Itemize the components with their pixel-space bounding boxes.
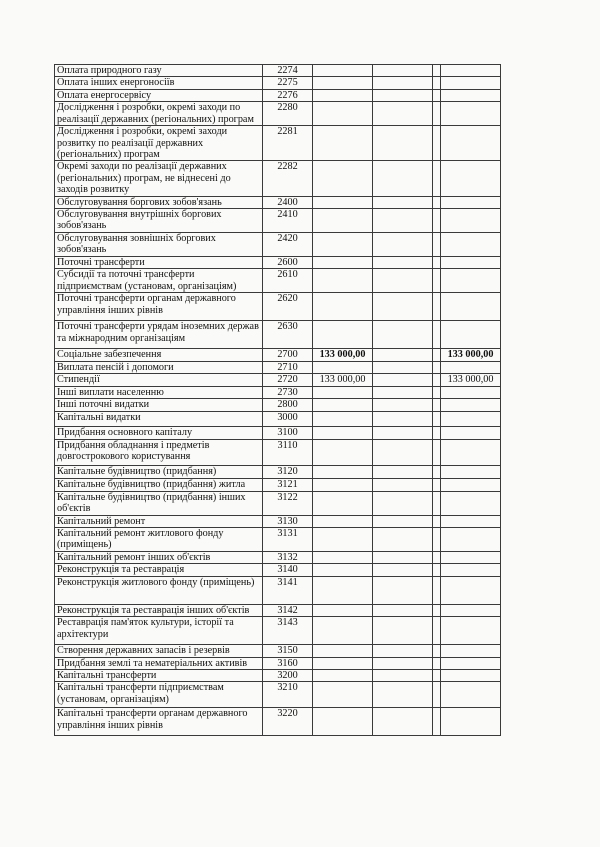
row-amount-cell [313, 399, 373, 411]
row-code-cell: 2720 [263, 374, 313, 386]
row-name-cell: Окремі заходи по реалізації державних (регіональних) програм, не віднесені до заходів розвитку [55, 161, 263, 196]
table-row [55, 233, 501, 257]
row-amount-cell [441, 102, 501, 126]
table-row [55, 257, 501, 269]
row-spacer-cell [433, 89, 441, 101]
row-amount-cell [313, 604, 373, 616]
row-amount-cell [441, 196, 501, 208]
row-spacer-cell [433, 257, 441, 269]
row-amount-cell [313, 77, 373, 89]
row-amount-cell [313, 269, 373, 293]
table-row [55, 102, 501, 126]
row-code-cell: 2276 [263, 89, 313, 101]
row-name-cell: Інші поточні видатки [55, 399, 263, 411]
row-amount-cell [313, 233, 373, 257]
row-amount-cell [373, 478, 433, 491]
row-name-cell: Оплата природного газу [55, 65, 263, 77]
row-amount-cell [441, 77, 501, 89]
table-row [55, 527, 501, 551]
table-row [55, 386, 501, 398]
row-amount-cell [313, 576, 373, 604]
row-spacer-cell [433, 527, 441, 551]
row-code-cell: 3000 [263, 411, 313, 426]
row-spacer-cell [433, 669, 441, 681]
table-row [55, 126, 501, 161]
row-amount-cell [373, 439, 433, 465]
row-code-cell: 3131 [263, 527, 313, 551]
row-name-cell: Капітальне будівництво (придбання) інших об'єктів [55, 491, 263, 515]
row-amount-cell [313, 196, 373, 208]
row-amount-cell [313, 257, 373, 269]
row-amount-cell [373, 682, 433, 708]
table-row [55, 209, 501, 233]
row-name-cell: Соціальне забезпечення [55, 349, 263, 361]
row-amount-cell [313, 657, 373, 669]
row-amount-cell [313, 65, 373, 77]
row-spacer-cell [433, 126, 441, 161]
row-amount-cell [441, 645, 501, 657]
row-amount-cell [373, 233, 433, 257]
row-amount-cell [373, 65, 433, 77]
row-amount-cell [373, 564, 433, 576]
row-amount-cell [373, 576, 433, 604]
row-spacer-cell [433, 269, 441, 293]
table-row [55, 89, 501, 101]
row-amount-cell [441, 551, 501, 563]
row-code-cell: 2710 [263, 361, 313, 373]
row-name-cell: Реконструкція житлового фонду (приміщень) [55, 576, 263, 604]
row-spacer-cell [433, 426, 441, 439]
table-row [55, 576, 501, 604]
row-amount-cell [441, 161, 501, 196]
row-amount-cell [313, 645, 373, 657]
row-amount-cell: 133 000,00 [441, 349, 501, 361]
row-amount-cell: 133 000,00 [313, 349, 373, 361]
row-code-cell: 3200 [263, 669, 313, 681]
row-name-cell: Капітальний ремонт житлового фонду (приміщень) [55, 527, 263, 551]
row-amount-cell [313, 617, 373, 645]
row-amount-cell [313, 386, 373, 398]
row-name-cell: Капітальні трансферти органам державного управління інших рівнів [55, 708, 263, 736]
row-amount-cell [441, 657, 501, 669]
row-code-cell: 2730 [263, 386, 313, 398]
row-amount-cell [441, 478, 501, 491]
row-name-cell: Капітальне будівництво (придбання) житла [55, 478, 263, 491]
row-amount-cell [373, 269, 433, 293]
table-row [55, 657, 501, 669]
row-amount-cell [373, 527, 433, 551]
row-amount-cell [313, 564, 373, 576]
table-row [55, 411, 501, 426]
row-name-cell: Обслуговування внутрішніх боргових зобов'язань [55, 209, 263, 233]
row-spacer-cell [433, 564, 441, 576]
row-amount-cell [373, 126, 433, 161]
row-spacer-cell [433, 604, 441, 616]
row-name-cell: Капітальний ремонт [55, 515, 263, 527]
row-amount-cell [441, 576, 501, 604]
table-row [55, 439, 501, 465]
row-code-cell: 2400 [263, 196, 313, 208]
row-amount-cell [313, 361, 373, 373]
row-name-cell: Придбання обладнання і предметів довгострокового користування [55, 439, 263, 465]
row-amount-cell [313, 491, 373, 515]
table-row [55, 604, 501, 616]
row-code-cell: 3160 [263, 657, 313, 669]
row-amount-cell [441, 399, 501, 411]
row-spacer-cell [433, 209, 441, 233]
table-row [55, 196, 501, 208]
row-name-cell: Виплата пенсій і допомоги [55, 361, 263, 373]
row-amount-cell [373, 491, 433, 515]
row-amount-cell [313, 465, 373, 478]
row-code-cell: 2281 [263, 126, 313, 161]
row-code-cell: 3140 [263, 564, 313, 576]
row-amount-cell [373, 399, 433, 411]
row-amount-cell [313, 293, 373, 321]
row-amount-cell [313, 551, 373, 563]
expense-table-body [55, 65, 501, 736]
row-amount-cell: 133 000,00 [441, 374, 501, 386]
row-amount-cell [373, 386, 433, 398]
row-name-cell: Створення державних запасів і резервів [55, 645, 263, 657]
row-amount-cell [373, 617, 433, 645]
row-spacer-cell [433, 77, 441, 89]
row-amount-cell [441, 126, 501, 161]
row-amount-cell [313, 515, 373, 527]
row-spacer-cell [433, 399, 441, 411]
table-row [55, 361, 501, 373]
row-spacer-cell [433, 374, 441, 386]
row-code-cell: 3100 [263, 426, 313, 439]
row-amount-cell [373, 411, 433, 426]
table-row [55, 293, 501, 321]
row-amount-cell [441, 65, 501, 77]
row-name-cell: Реконструкція та реставрація інших об'єктів [55, 604, 263, 616]
table-row [55, 551, 501, 563]
table-row [55, 399, 501, 411]
row-amount-cell [313, 411, 373, 426]
row-amount-cell [373, 321, 433, 349]
row-spacer-cell [433, 682, 441, 708]
row-amount-cell [441, 617, 501, 645]
table-row [55, 515, 501, 527]
row-name-cell: Капітальні трансферти [55, 669, 263, 681]
row-name-cell: Дослідження і розробки, окремі заходи по реалізації державних (регіональних) програм [55, 102, 263, 126]
row-amount-cell [313, 321, 373, 349]
row-code-cell: 3122 [263, 491, 313, 515]
row-amount-cell [373, 374, 433, 386]
table-row [55, 161, 501, 196]
row-code-cell: 2274 [263, 65, 313, 77]
row-amount-cell [313, 426, 373, 439]
table-row [55, 491, 501, 515]
row-code-cell: 2420 [263, 233, 313, 257]
table-row [55, 374, 501, 386]
row-name-cell: Реконструкція та реставрація [55, 564, 263, 576]
row-amount-cell [313, 89, 373, 101]
row-amount-cell [373, 669, 433, 681]
table-row [55, 426, 501, 439]
row-name-cell: Субсидії та поточні трансферти підприємствам (установам, організаціям) [55, 269, 263, 293]
row-amount-cell [441, 269, 501, 293]
row-amount-cell [441, 386, 501, 398]
row-spacer-cell [433, 196, 441, 208]
row-name-cell: Оплата енергосервісу [55, 89, 263, 101]
row-amount-cell [373, 293, 433, 321]
row-code-cell: 3210 [263, 682, 313, 708]
row-amount-cell [441, 604, 501, 616]
row-spacer-cell [433, 465, 441, 478]
row-code-cell: 2700 [263, 349, 313, 361]
row-amount-cell [441, 209, 501, 233]
row-spacer-cell [433, 361, 441, 373]
row-amount-cell [441, 564, 501, 576]
row-amount-cell [441, 527, 501, 551]
row-name-cell: Капітальне будівництво (придбання) [55, 465, 263, 478]
row-name-cell: Дослідження і розробки, окремі заходи розвитку по реалізації державних (регіональних) програм [55, 126, 263, 161]
row-amount-cell [373, 515, 433, 527]
row-amount-cell [373, 361, 433, 373]
row-spacer-cell [433, 161, 441, 196]
row-amount-cell [441, 233, 501, 257]
table-row [55, 77, 501, 89]
row-amount-cell [441, 321, 501, 349]
table-row [55, 682, 501, 708]
row-name-cell: Капітальні трансферти підприємствам (установам, організаціям) [55, 682, 263, 708]
row-amount-cell [373, 465, 433, 478]
row-amount-cell [373, 349, 433, 361]
table-row [55, 349, 501, 361]
row-code-cell: 2800 [263, 399, 313, 411]
row-amount-cell [441, 89, 501, 101]
row-name-cell: Придбання землі та нематеріальних активів [55, 657, 263, 669]
row-code-cell: 2410 [263, 209, 313, 233]
row-amount-cell [441, 361, 501, 373]
row-amount-cell [373, 209, 433, 233]
row-amount-cell [313, 126, 373, 161]
row-code-cell: 3142 [263, 604, 313, 616]
row-amount-cell [373, 551, 433, 563]
row-spacer-cell [433, 439, 441, 465]
row-amount-cell [373, 257, 433, 269]
row-amount-cell [313, 209, 373, 233]
row-amount-cell [313, 682, 373, 708]
row-amount-cell [373, 77, 433, 89]
row-code-cell: 2275 [263, 77, 313, 89]
row-spacer-cell [433, 293, 441, 321]
row-code-cell: 2282 [263, 161, 313, 196]
row-amount-cell [441, 708, 501, 736]
row-amount-cell [441, 426, 501, 439]
row-name-cell: Поточні трансферти [55, 257, 263, 269]
row-amount-cell [441, 439, 501, 465]
row-spacer-cell [433, 491, 441, 515]
row-name-cell: Обслуговування боргових зобов'язань [55, 196, 263, 208]
row-amount-cell [441, 491, 501, 515]
table-row [55, 564, 501, 576]
row-amount-cell [441, 515, 501, 527]
row-code-cell: 2620 [263, 293, 313, 321]
row-amount-cell [313, 478, 373, 491]
row-spacer-cell [433, 478, 441, 491]
table-row [55, 617, 501, 645]
row-amount-cell [441, 682, 501, 708]
row-name-cell: Капітальні видатки [55, 411, 263, 426]
table-row [55, 669, 501, 681]
row-amount-cell [313, 439, 373, 465]
row-name-cell: Поточні трансферти урядам іноземних держав та міжнародним організаціям [55, 321, 263, 349]
row-code-cell: 2610 [263, 269, 313, 293]
row-name-cell: Капітальний ремонт інших об'єктів [55, 551, 263, 563]
row-code-cell: 3120 [263, 465, 313, 478]
row-spacer-cell [433, 576, 441, 604]
row-code-cell: 2630 [263, 321, 313, 349]
row-spacer-cell [433, 708, 441, 736]
row-code-cell: 3121 [263, 478, 313, 491]
row-name-cell: Обслуговування зовнішніх боргових зобов'язань [55, 233, 263, 257]
row-amount-cell [373, 645, 433, 657]
table-row [55, 269, 501, 293]
row-amount-cell [313, 708, 373, 736]
row-spacer-cell [433, 645, 441, 657]
row-code-cell: 3143 [263, 617, 313, 645]
row-spacer-cell [433, 657, 441, 669]
row-name-cell: Реставрація пам'яток культури, історії та архітектури [55, 617, 263, 645]
table-row [55, 478, 501, 491]
row-amount-cell [313, 102, 373, 126]
row-spacer-cell [433, 617, 441, 645]
row-name-cell: Оплата інших енергоносіїв [55, 77, 263, 89]
row-spacer-cell [433, 65, 441, 77]
row-spacer-cell [433, 102, 441, 126]
expense-table [54, 64, 501, 736]
row-amount-cell [373, 708, 433, 736]
row-code-cell: 3220 [263, 708, 313, 736]
row-code-cell: 3132 [263, 551, 313, 563]
row-amount-cell [313, 669, 373, 681]
row-amount-cell [373, 657, 433, 669]
row-amount-cell [313, 527, 373, 551]
row-amount-cell [441, 465, 501, 478]
row-spacer-cell [433, 349, 441, 361]
row-name-cell: Стипендії [55, 374, 263, 386]
table-row [55, 645, 501, 657]
row-spacer-cell [433, 321, 441, 349]
row-code-cell: 3141 [263, 576, 313, 604]
row-amount-cell [441, 293, 501, 321]
row-spacer-cell [433, 551, 441, 563]
table-row [55, 708, 501, 736]
row-amount-cell [373, 196, 433, 208]
row-amount-cell [373, 604, 433, 616]
row-amount-cell [373, 161, 433, 196]
table-row [55, 465, 501, 478]
row-code-cell: 3110 [263, 439, 313, 465]
row-name-cell: Поточні трансферти органам державного управління інших рівнів [55, 293, 263, 321]
table-row [55, 321, 501, 349]
row-name-cell: Придбання основного капіталу [55, 426, 263, 439]
table-row [55, 65, 501, 77]
row-amount-cell [441, 411, 501, 426]
row-code-cell: 3130 [263, 515, 313, 527]
row-amount-cell [373, 102, 433, 126]
row-spacer-cell [433, 411, 441, 426]
row-spacer-cell [433, 515, 441, 527]
row-amount-cell [313, 161, 373, 196]
row-amount-cell [441, 669, 501, 681]
row-name-cell: Інші виплати населенню [55, 386, 263, 398]
row-spacer-cell [433, 233, 441, 257]
row-code-cell: 2600 [263, 257, 313, 269]
row-code-cell: 2280 [263, 102, 313, 126]
row-amount-cell: 133 000,00 [313, 374, 373, 386]
row-code-cell: 3150 [263, 645, 313, 657]
row-amount-cell [373, 426, 433, 439]
row-amount-cell [373, 89, 433, 101]
row-spacer-cell [433, 386, 441, 398]
row-amount-cell [441, 257, 501, 269]
